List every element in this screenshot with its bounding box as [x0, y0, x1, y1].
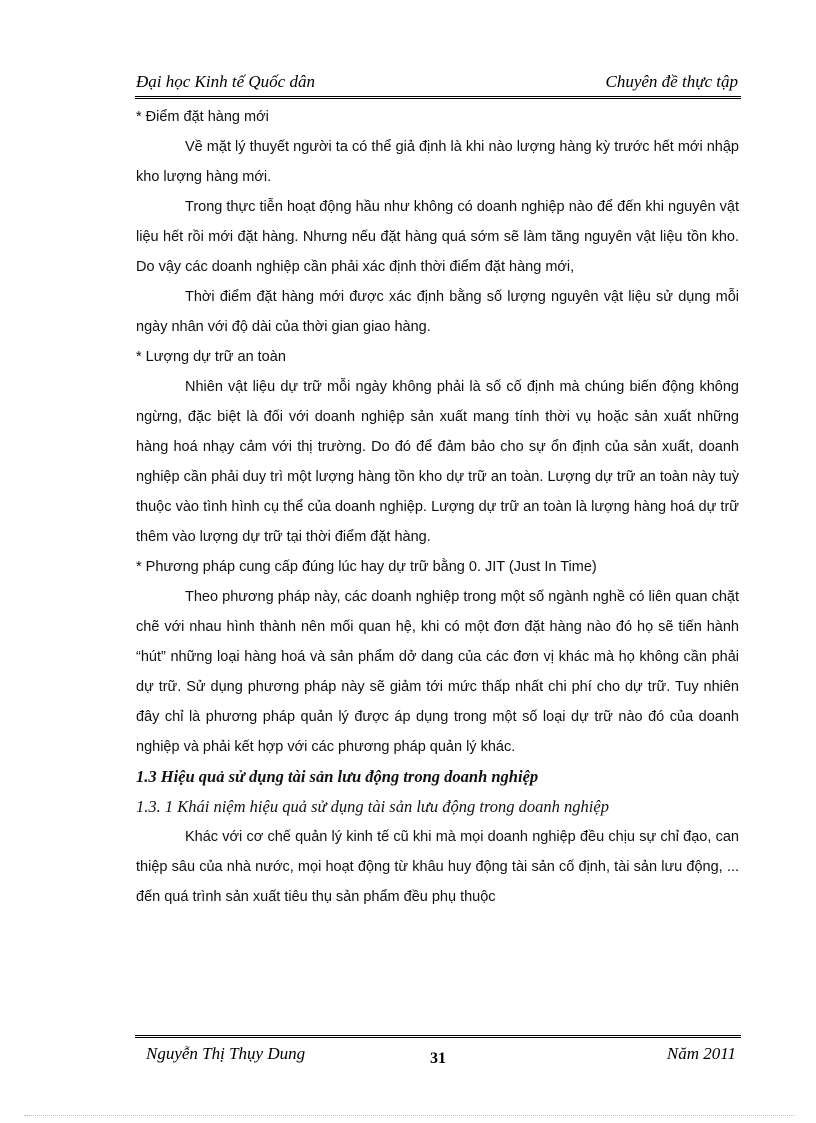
paragraph: Về mặt lý thuyết người ta có thể giả định là khi nào lượng hàng kỳ trước hết mới nhập kho lượng hàng mới. — [136, 139, 739, 185]
page-bottom-dotted-line — [24, 1115, 794, 1116]
page-content — [136, 102, 739, 912]
paragraph: Trong thực tiễn hoạt động hầu như không có doanh nghiệp nào để đến khi nguyên vật liệu hết rồi mới đặt hàng. Nhưng nếu đặt hàng quá sớm sẽ làm tăng nguyên vật liệu tồn kho. Do vậy các doanh nghiệp cần phải xác định thời điểm đặt hàng mới, — [136, 199, 739, 275]
page-number: 31 — [430, 1050, 446, 1067]
heading-reorder-point: * Điểm đặt hàng mới — [136, 109, 269, 125]
heading-safety-stock: * Lượng dự trữ an toàn — [136, 349, 286, 365]
paragraph: Nhiên vật liệu dự trữ mỗi ngày không phải là số cố định mà chúng biến động không ngừng, đặc biệt là đối với doanh nghiệp sản xuất mang tính thời vụ hoặc sản xuất những hàng hoá nhạy cảm với thị trường. Do đó để đảm bảo cho sự ổn định của sản xuất, doanh nghiệp cần phải duy trì một lượng hàng tồn kho dự trữ an toàn. Lượng dự trữ an toàn này tuỳ thuộc vào tình hình cụ thể của doanh nghiệp. Lượng dự trữ an toàn là lượng hàng hoá dự trữ thêm vào lượng dự trữ tại thời điểm đặt hàng. — [136, 379, 739, 545]
page-footer — [136, 1042, 740, 1070]
footer-divider — [135, 1035, 741, 1038]
paragraph: Khác với cơ chế quản lý kinh tế cũ khi mà mọi doanh nghiệp đều chịu sự chỉ đạo, can thiệp sâu của nhà nước, mọi hoạt động từ khâu huy động tài sản cố định, tài sản lưu động, ... đến quá trình sản xuất tiêu thụ sản phẩm đều phụ thuộc — [136, 829, 739, 905]
header-document-type: Chuyên đề thực tập — [605, 72, 738, 91]
paragraph: Theo phương pháp này, các doanh nghiệp trong một số ngành nghề có liên quan chặt chẽ với nhau hình thành nên mối quan hệ, khi có một đơn đặt hàng nào đó họ sẽ tiến hành “hút” những loại hàng hoá và sản phẩm dở dang của các đơn vị khác mà họ không cần phải dự trữ. Sử dụng phương pháp này sẽ giảm tới mức thấp nhất chi phí cho dự trữ. Tuy nhiên đây chỉ là phương pháp quản lý được áp dụng trong một số loại dự trữ nào đó của doanh nghiệp và phải kết hợp với các phương pháp quản lý khác. — [136, 589, 739, 755]
header-divider — [135, 96, 741, 99]
paragraph: Thời điểm đặt hàng mới được xác định bằng số lượng nguyên vật liệu sử dụng mỗi ngày nhân với độ dài của thời gian giao hàng. — [136, 289, 739, 335]
heading-jit-method: * Phương pháp cung cấp đúng lúc hay dự trữ bằng 0. JIT (Just In Time) — [136, 559, 597, 575]
footer-author: Nguyễn Thị Thụy Dung — [146, 1044, 306, 1063]
subsection-heading-1-3-1: 1.3. 1 Khái niệm hiệu quả sử dụng tài sản lưu động trong doanh nghiệp — [136, 797, 609, 816]
page-header — [136, 70, 740, 94]
header-university: Đại học Kinh tế Quốc dân — [136, 72, 315, 91]
section-heading-1-3: 1.3 Hiệu quả sử dụng tài sản lưu động trong doanh nghiệp — [136, 767, 539, 786]
footer-year: Năm 2011 — [666, 1044, 736, 1063]
